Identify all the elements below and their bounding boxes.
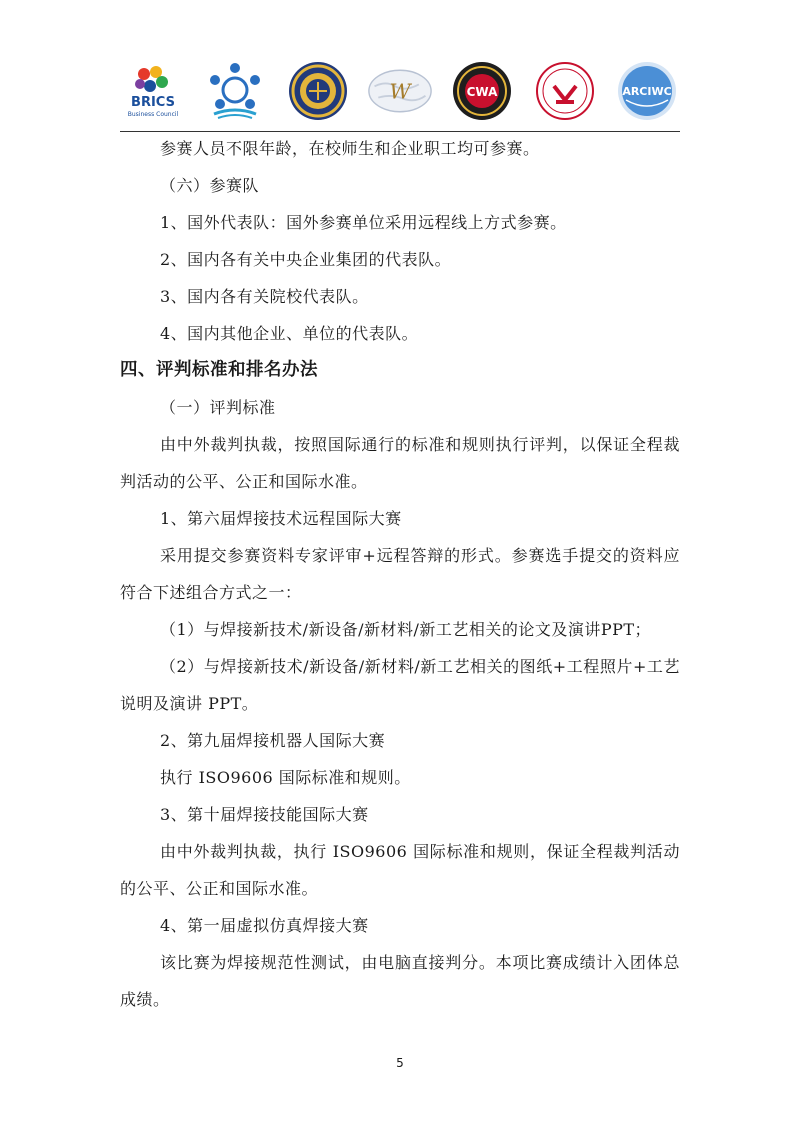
item-remote-tech-contest: 1、第六届焊接技术远程国际大赛	[160, 509, 402, 528]
arciwc-logo-text: ARCIWC	[622, 85, 672, 98]
globe-w-logo	[367, 60, 433, 122]
paragraph-robot-rules: 执行 ISO9606 国际标准和规则。	[160, 768, 411, 787]
brics-logo	[120, 60, 186, 122]
subheading-teams: （六）参赛队	[160, 176, 260, 195]
brics-logo-text: BRICS	[131, 95, 175, 110]
paragraph-submission-format: 采用提交参赛资料专家评审+远程答辩的形式。参赛选手提交的资料应符合下述组合方式之一：	[120, 546, 680, 602]
option-drawings-photos: （2）与焊接新技术/新设备/新材料/新工艺相关的图纸+工程照片+工艺说明及演讲 PPT。	[120, 657, 680, 713]
round-seal-emblem-logo	[285, 60, 351, 122]
paragraph-eligibility: 参赛人员不限年龄，在校师生和企业职工均可参赛。	[160, 139, 540, 158]
blue-ring-emblem-logo	[202, 60, 268, 122]
brics-logo-subtext: Business Council	[127, 111, 179, 118]
section-heading-judging: 四、评判标准和排名办法	[120, 360, 318, 380]
subheading-judging-criteria: （一）评判标准	[160, 398, 276, 417]
paragraph-virtual-rules: 该比赛为焊接规范性测试，由电脑直接判分。本项比赛成绩计入团体总成绩。	[120, 953, 680, 1009]
document-body	[120, 130, 680, 1018]
item-virtual-contest: 4、第一届虚拟仿真焊接大赛	[160, 916, 369, 935]
red-circle-emblem-logo	[532, 60, 598, 122]
option-paper-ppt: （1）与焊接新技术/新设备/新材料/新工艺相关的论文及演讲PPT；	[160, 620, 652, 639]
list-item-universities: 3、国内各有关院校代表队。	[160, 287, 369, 306]
item-robot-contest: 2、第九届焊接机器人国际大赛	[160, 731, 386, 750]
item-skills-contest: 3、第十届焊接技能国际大赛	[160, 805, 369, 824]
cwa-logo	[449, 60, 515, 122]
globe-w-logo-text: W	[389, 79, 411, 104]
cwa-logo-text: CWA	[466, 85, 498, 99]
list-item-central-enterprises: 2、国内各有关中央企业集团的代表队。	[160, 250, 452, 269]
paragraph-judging-intro: 由中外裁判执裁，按照国际通行的标准和规则执行评判，以保证全程裁判活动的公平、公正和国际水准。	[120, 435, 680, 491]
list-item-other-units: 4、国内其他企业、单位的代表队。	[160, 324, 419, 343]
arciwc-logo	[614, 60, 680, 122]
list-item-foreign-teams: 1、国外代表队：国外参赛单位采用远程线上方式参赛。	[160, 213, 567, 232]
paragraph-skills-rules: 由中外裁判执裁，执行 ISO9606 国际标准和规则，保证全程裁判活动的公平、公正和国际水准。	[120, 842, 680, 898]
header-logo-strip	[120, 58, 680, 124]
page-number: 5	[396, 1056, 404, 1070]
